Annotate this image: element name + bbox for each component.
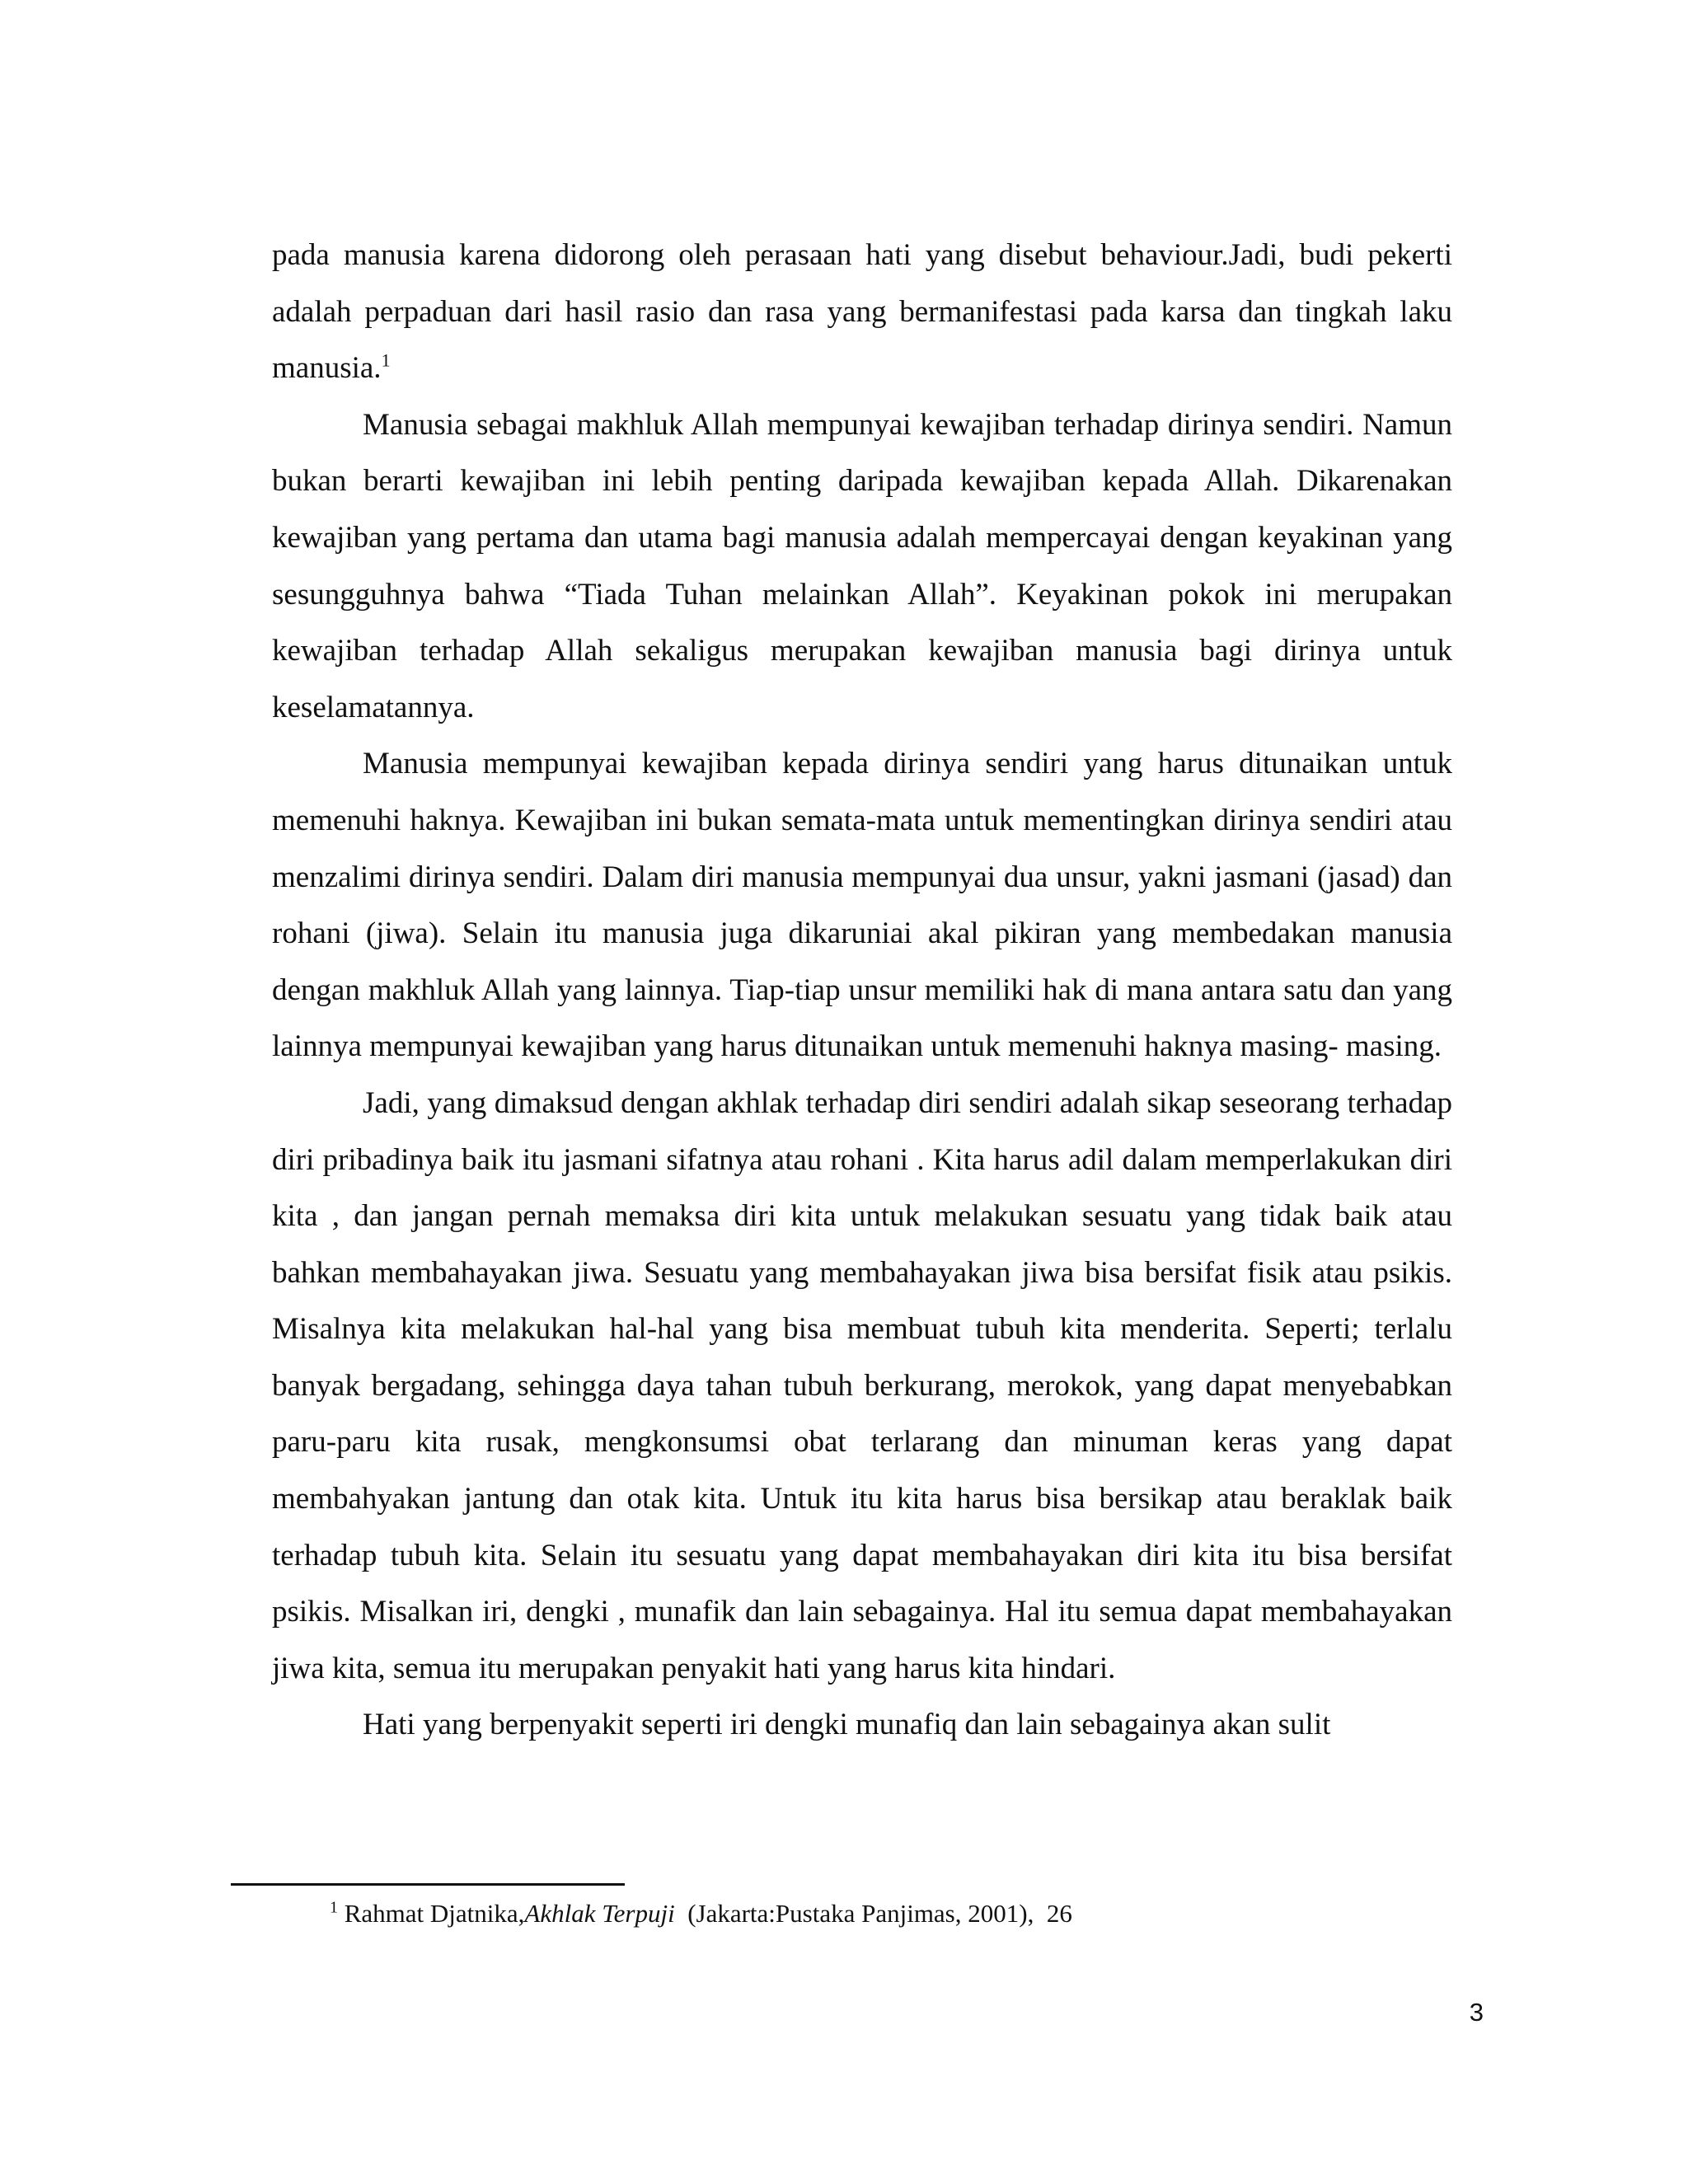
footnote-number: 1: [330, 1898, 338, 1917]
footnote-title: Akhlak Terpuji: [524, 1899, 675, 1928]
paragraph-4: Jadi, yang dimaksud dengan akhlak terhadap diri sendiri adalah sikap seseorang terhadap diri pribadinya baik itu jasmani sifatnya atau rohani . Kita harus adil dalam memperlakukan diri kita , dan jangan pernah memaksa diri kita untuk melakukan sesuatu yang tidak baik atau bahkan membahayakan jiwa. Sesuatu yang membahayakan jiwa bisa bersifat fisik atau psikis. Misalnya kita melakukan hal-hal yang bisa membuat tubuh kita menderita. Seperti; terlalu banyak bergadang, sehingga daya tahan tubuh berkurang, merokok, yang dapat menyebabkan paru-paru kita rusak, mengkonsumsi obat terlarang dan minuman keras yang dapat membahyakan jantung dan otak kita. Untuk itu kita harus bisa bersikap atau beraklak baik terhadap tubuh kita. Selain itu sesuatu yang dapat membahayakan diri kita itu bisa bersifat psikis. Misalkan iri, dengki , munafik dan lain sebagainya. Hal itu semua dapat membahayakan jiwa kita, semua itu merupakan penyakit hati yang harus kita hindari.: [272, 1085, 1452, 1685]
footnote-publication: (Jakarta:Pustaka Panjimas, 2001), 26: [674, 1899, 1072, 1928]
footnote-reference[interactable]: 1: [381, 349, 391, 371]
footnote: [330, 1896, 1072, 1932]
body-text: [272, 227, 1452, 1754]
paragraph-2: Manusia sebagai makhluk Allah mempunyai kewajiban terhadap dirinya sendiri. Namun bukan berarti kewajiban ini lebih penting daripada kewajiban kepada Allah. Dikarenakan kewajiban yang pertama dan utama bagi manusia adalah mempercayai dengan keyakinan yang sesungguhnya bahwa “Tiada Tuhan melainkan Allah”. Keyakinan pokok ini merupakan kewajiban terhadap Allah sekaligus merupakan kewajiban manusia bagi dirinya untuk keselamatannya.: [272, 407, 1452, 724]
paragraph-5: Hati yang berpenyakit seperti iri dengki munafiq dan lain sebagainya akan sulit: [363, 1708, 1331, 1742]
paragraph-3: Manusia mempunyai kewajiban kepada dirinya sendiri yang harus ditunaikan untuk memenuhi haknya. Kewajiban ini bukan semata-mata untuk mementingkan dirinya sendiri atau menzalimi dirinya sendiri. Dalam diri manusia mempunyai dua unsur, yakni jasmani (jasad) dan rohani (jiwa). Selain itu manusia juga dikaruniai akal pikiran yang membedakan manusia dengan makhluk Allah yang lainnya. Tiap-tiap unsur memiliki hak di mana antara satu dan yang lainnya mempunyai kewajiban yang harus ditunaikan untuk memenuhi haknya masing- masing.: [272, 747, 1452, 1064]
page-number: 3: [1469, 1998, 1484, 2027]
footnote-author: Rahmat Djatnika,: [344, 1899, 525, 1928]
paragraph-1: [272, 227, 1452, 397]
footnote-separator: [231, 1883, 625, 1886]
paragraph-1-text: pada manusia karena didorong oleh perasaan hati yang disebut behaviour.Jadi, budi pekerti adalah perpaduan dari hasil rasio dan rasa yang bermanifestasi pada karsa dan tingkah laku manusia.: [272, 238, 1452, 386]
